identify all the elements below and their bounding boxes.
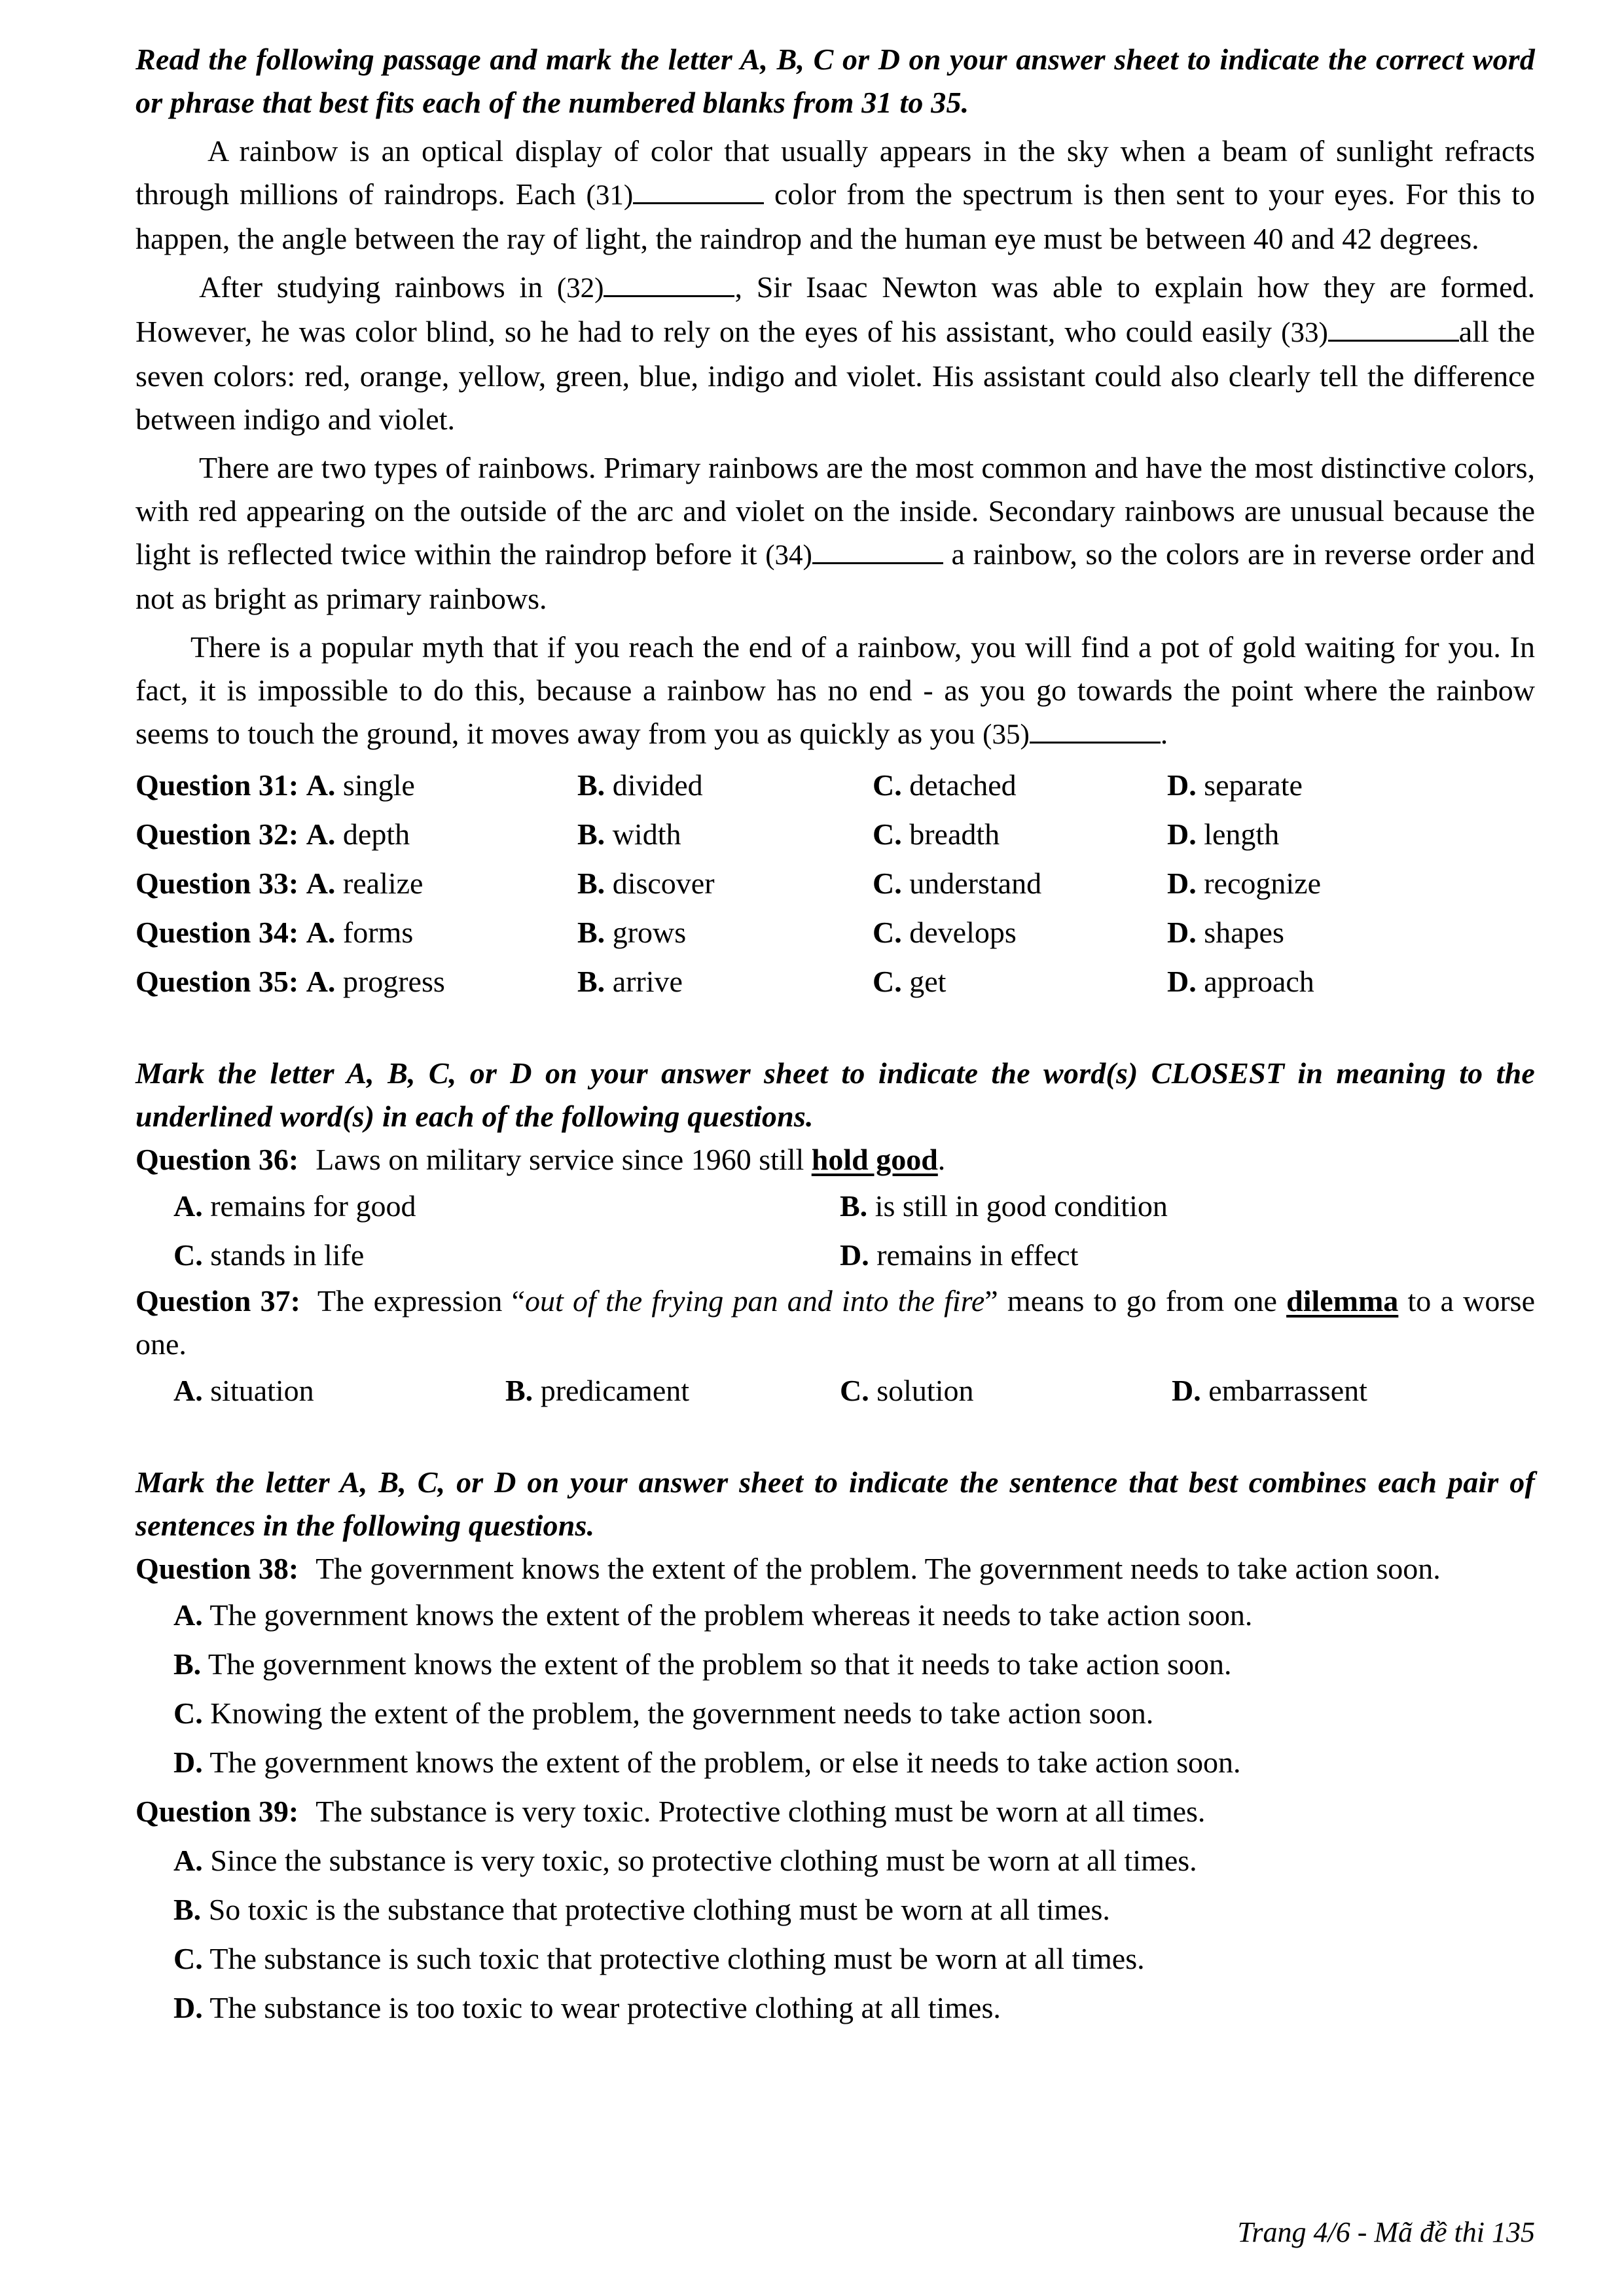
blank-33 — [1328, 315, 1459, 342]
question-label: Question 35: — [135, 965, 299, 998]
option-letter: A. — [173, 1844, 203, 1877]
passage-text: , Sir Isaac Newton was able to explain how they are formed. However, he was color blind, so he had to rely on the eyes of his assistant, who could easily — [135, 270, 1535, 348]
question-34-option-d[interactable] — [1167, 908, 1284, 957]
passage-text: color from the spectrum is then sent to your eyes. For this to happen, the angle between the ray of light, the raindrop and the human eye must be between 40 and 42 degrees. — [135, 177, 1536, 255]
option-letter: B. — [505, 1374, 533, 1407]
option-text: length — [1204, 817, 1280, 851]
question-32-option-b[interactable] — [577, 810, 681, 859]
option-text: progress — [342, 965, 445, 998]
section-instruction: Read the following passage and mark the letter A, B, C or D on your answer sheet to indicate the correct word or phrase that best fits each of the numbered blanks from 31 to 35. — [135, 43, 1535, 119]
question-38-option-c[interactable] — [135, 1689, 1535, 1738]
passage-paragraph-3 — [135, 446, 1535, 620]
stem-text: The substance is very toxic. Protective clothing must be worn at all times. — [316, 1795, 1206, 1828]
option-text: depth — [342, 817, 410, 851]
question-31-option-d[interactable] — [1167, 761, 1303, 810]
option-letter: B. — [173, 1893, 202, 1926]
option-letter: B. — [577, 867, 605, 900]
question-32-option-a[interactable] — [135, 810, 410, 859]
question-35-option-c[interactable] — [873, 957, 946, 1006]
question-label: Question 31: — [135, 768, 299, 802]
stem-text: ” means to go from one — [984, 1284, 1287, 1318]
question-36-options-row-2 — [135, 1230, 1535, 1280]
option-letter: C. — [173, 1696, 203, 1730]
question-36-option-a[interactable] — [173, 1181, 416, 1230]
passage-paragraph-2 — [135, 266, 1535, 441]
question-33-option-d[interactable] — [1167, 859, 1321, 908]
question-37-option-d[interactable] — [1172, 1366, 1367, 1415]
option-text: realize — [342, 867, 424, 900]
option-letter: D. — [1167, 867, 1197, 900]
option-text: remains in effect — [876, 1238, 1079, 1272]
option-text: Since the substance is very toxic, so protective clothing must be worn at all times. — [210, 1844, 1197, 1877]
underlined-word: dilemma — [1286, 1284, 1399, 1318]
option-text: develops — [909, 916, 1017, 949]
question-35-option-a[interactable] — [135, 957, 445, 1006]
option-text: understand — [909, 867, 1042, 900]
stem-text: Laws on military service since 1960 still — [316, 1143, 812, 1176]
question-label: Question 38: — [135, 1552, 299, 1585]
passage-paragraph-1 — [135, 130, 1535, 260]
section-sentence-combination — [135, 1461, 1535, 2032]
page-footer: Trang 4/6 - Mã đề thi 135 — [1237, 2216, 1535, 2248]
option-letter: A. — [173, 1598, 203, 1632]
option-letter: C. — [873, 817, 902, 851]
question-37-option-b[interactable] — [505, 1366, 689, 1415]
option-letter: A. — [306, 867, 336, 900]
question-32-option-d[interactable] — [1167, 810, 1279, 859]
question-row-31 — [135, 761, 1535, 810]
passage-text: There is a popular myth that if you reach the end of a rainbow, you will find a pot of gold waiting for you. In fact, it is impossible to do this, because a rainbow has no end - as you go towards the point where the rainbow seems to touch the ground, it moves away from you as quickly as you — [135, 630, 1535, 750]
option-text: The government knows the extent of the problem whereas it needs to take action soon. — [209, 1598, 1253, 1632]
option-text: breadth — [909, 817, 1000, 851]
idiom-text: out of the frying pan and into the fire — [525, 1284, 985, 1318]
option-text: stands in life — [210, 1238, 365, 1272]
option-letter: A. — [173, 1189, 203, 1223]
question-36-option-c[interactable] — [173, 1230, 364, 1280]
question-32-option-c[interactable] — [873, 810, 1000, 859]
passage-text: There are two types of rainbows. Primary rainbows are the most common and have the most distinctive colors, with red appearing on the outside of the arc and violet on the inside. Secondary rainbows are unusual because the light is reflected twice within the raindrop before it — [135, 451, 1535, 571]
option-letter: C. — [873, 867, 902, 900]
question-38-option-d[interactable] — [135, 1738, 1535, 1787]
question-label: Question 39: — [135, 1795, 299, 1828]
exam-page — [135, 38, 1535, 2032]
option-letter: A. — [306, 965, 336, 998]
option-text: So toxic is the substance that protective clothing must be worn at all times. — [208, 1893, 1110, 1926]
question-grid-31-35 — [135, 761, 1535, 1006]
option-letter: C. — [173, 1238, 203, 1272]
option-text: embarrassent — [1208, 1374, 1367, 1407]
question-row-35 — [135, 957, 1535, 1006]
option-letter: D. — [1167, 768, 1197, 802]
option-text: discover — [612, 867, 715, 900]
stem-text: . — [937, 1143, 946, 1176]
option-letter: C. — [873, 965, 902, 998]
question-39-option-c[interactable] — [135, 1934, 1535, 1983]
question-label: Question 34: — [135, 916, 299, 949]
question-row-34 — [135, 908, 1535, 957]
option-text: is still in good condition — [875, 1189, 1168, 1223]
question-label: Question 37: — [135, 1284, 300, 1318]
question-36-option-d[interactable] — [840, 1230, 1078, 1280]
question-34-option-a[interactable] — [135, 908, 413, 957]
question-label: Question 32: — [135, 817, 299, 851]
option-text: The substance is too toxic to wear protective clothing at all times. — [209, 1991, 1001, 2024]
question-row-32 — [135, 810, 1535, 859]
option-letter: C. — [840, 1374, 869, 1407]
option-letter: D. — [1167, 817, 1197, 851]
question-36-option-b[interactable] — [840, 1181, 1168, 1230]
option-letter: D. — [1167, 965, 1197, 998]
option-text: width — [612, 817, 681, 851]
option-letter: C. — [873, 916, 902, 949]
blank-32 — [604, 270, 734, 297]
passage-paragraph-4 — [135, 626, 1535, 757]
question-37-options-row — [135, 1366, 1535, 1415]
question-31-option-b[interactable] — [577, 761, 703, 810]
option-text: divided — [612, 768, 703, 802]
option-letter: A. — [173, 1374, 203, 1407]
passage-text: After studying rainbows in — [199, 270, 557, 304]
option-letter: B. — [577, 916, 605, 949]
option-text: get — [909, 965, 947, 998]
blank-34 — [812, 537, 943, 564]
question-36-stem — [135, 1138, 1535, 1181]
question-34-option-b[interactable] — [577, 908, 686, 957]
question-39-option-d[interactable] — [135, 1983, 1535, 2032]
option-text: approach — [1204, 965, 1314, 998]
question-row-33 — [135, 859, 1535, 908]
option-letter: A. — [306, 768, 336, 802]
option-text: shapes — [1204, 916, 1284, 949]
question-37-option-c[interactable] — [840, 1366, 973, 1415]
section-closest-meaning — [135, 1052, 1535, 1415]
underlined-phrase: hold good — [811, 1143, 938, 1176]
question-37-option-a[interactable] — [173, 1366, 314, 1415]
option-letter: A. — [306, 916, 336, 949]
option-letter: B. — [577, 965, 605, 998]
question-31-option-a[interactable] — [135, 761, 415, 810]
section-instruction: Mark the letter A, B, C, or D on your answer sheet to indicate the sentence that best combines each pair of sentences in the following questions. — [135, 1465, 1535, 1542]
option-text: The government knows the extent of the problem so that it needs to take action soon. — [208, 1647, 1232, 1681]
option-text: The substance is such toxic that protective clothing must be worn at all times. — [209, 1942, 1145, 1975]
option-letter: C. — [873, 768, 902, 802]
option-letter: D. — [1167, 916, 1197, 949]
question-35-option-d[interactable] — [1167, 957, 1314, 1006]
passage-text: all the seven colors: red, orange, yellow, green, blue, indigo and violet. His assistant could also clearly tell the difference between indigo and violet. — [135, 315, 1535, 436]
question-33-option-b[interactable] — [577, 859, 715, 908]
question-39-option-a[interactable] — [135, 1836, 1535, 1885]
question-35-option-b[interactable] — [577, 957, 683, 1006]
question-31-option-c[interactable] — [873, 761, 1017, 810]
passage-text: A rainbow is an optical display of color that usually appears in the sky when a beam of sunlight refracts through millions of raindrops. Each — [135, 134, 1535, 211]
option-text: arrive — [612, 965, 683, 998]
question-33-option-c[interactable] — [873, 859, 1041, 908]
question-38-option-a[interactable] — [135, 1590, 1535, 1640]
passage-text: a rainbow, so the colors are in reverse order and not as bright as primary rainbows. — [135, 537, 1536, 615]
option-text: forms — [342, 916, 414, 949]
option-letter: B. — [577, 768, 605, 802]
section-instruction: Mark the letter A, B, C, or D on your answer sheet to indicate the word(s) CLOSEST in meaning to the underlined word(s) in each of the following questions. — [135, 1056, 1535, 1133]
blank-number-32: (32) — [556, 273, 604, 304]
option-letter: D. — [840, 1238, 869, 1272]
option-text: solution — [876, 1374, 974, 1407]
option-letter: D. — [173, 1746, 203, 1779]
option-text: situation — [210, 1374, 314, 1407]
passage-text: . — [1160, 717, 1168, 750]
reading-passage — [135, 130, 1535, 757]
option-letter: B. — [577, 817, 605, 851]
option-letter: D. — [1172, 1374, 1201, 1407]
question-label: Question 33: — [135, 867, 299, 900]
option-text: grows — [612, 916, 687, 949]
blank-number-33: (33) — [1281, 317, 1328, 348]
blank-31 — [633, 177, 764, 204]
option-letter: D. — [173, 1991, 203, 2024]
question-36-options-row-1 — [135, 1181, 1535, 1230]
option-letter: A. — [306, 817, 336, 851]
stem-text: to a worse one. — [135, 1284, 1536, 1361]
option-text: The government knows the extent of the problem, or else it needs to take action soon. — [209, 1746, 1241, 1779]
blank-number-31: (31) — [586, 180, 634, 211]
stem-text: The government knows the extent of the problem. The government needs to take action soon. — [316, 1552, 1441, 1585]
option-letter: C. — [173, 1942, 203, 1975]
stem-text: The expression “ — [317, 1284, 525, 1318]
question-34-option-c[interactable] — [873, 908, 1017, 957]
question-label: Question 36: — [135, 1143, 299, 1176]
question-39-stem — [135, 1787, 1535, 1836]
option-text: separate — [1204, 768, 1303, 802]
question-37-stem — [135, 1280, 1535, 1366]
question-39-option-b[interactable] — [135, 1885, 1535, 1934]
question-38-stem — [135, 1547, 1535, 1590]
option-text: remains for good — [210, 1189, 416, 1223]
blank-35 — [1030, 717, 1161, 744]
option-letter: B. — [173, 1647, 202, 1681]
blank-number-34: (34) — [765, 540, 812, 571]
blank-number-35: (35) — [983, 719, 1030, 750]
option-text: detached — [909, 768, 1017, 802]
section-cloze-passage — [135, 38, 1535, 1006]
option-text: predicament — [540, 1374, 690, 1407]
option-text: Knowing the extent of the problem, the government needs to take action soon. — [210, 1696, 1154, 1730]
option-text: single — [342, 768, 415, 802]
question-38-option-b[interactable] — [135, 1640, 1535, 1689]
option-text: recognize — [1204, 867, 1322, 900]
question-33-option-a[interactable] — [135, 859, 423, 908]
option-letter: B. — [840, 1189, 868, 1223]
